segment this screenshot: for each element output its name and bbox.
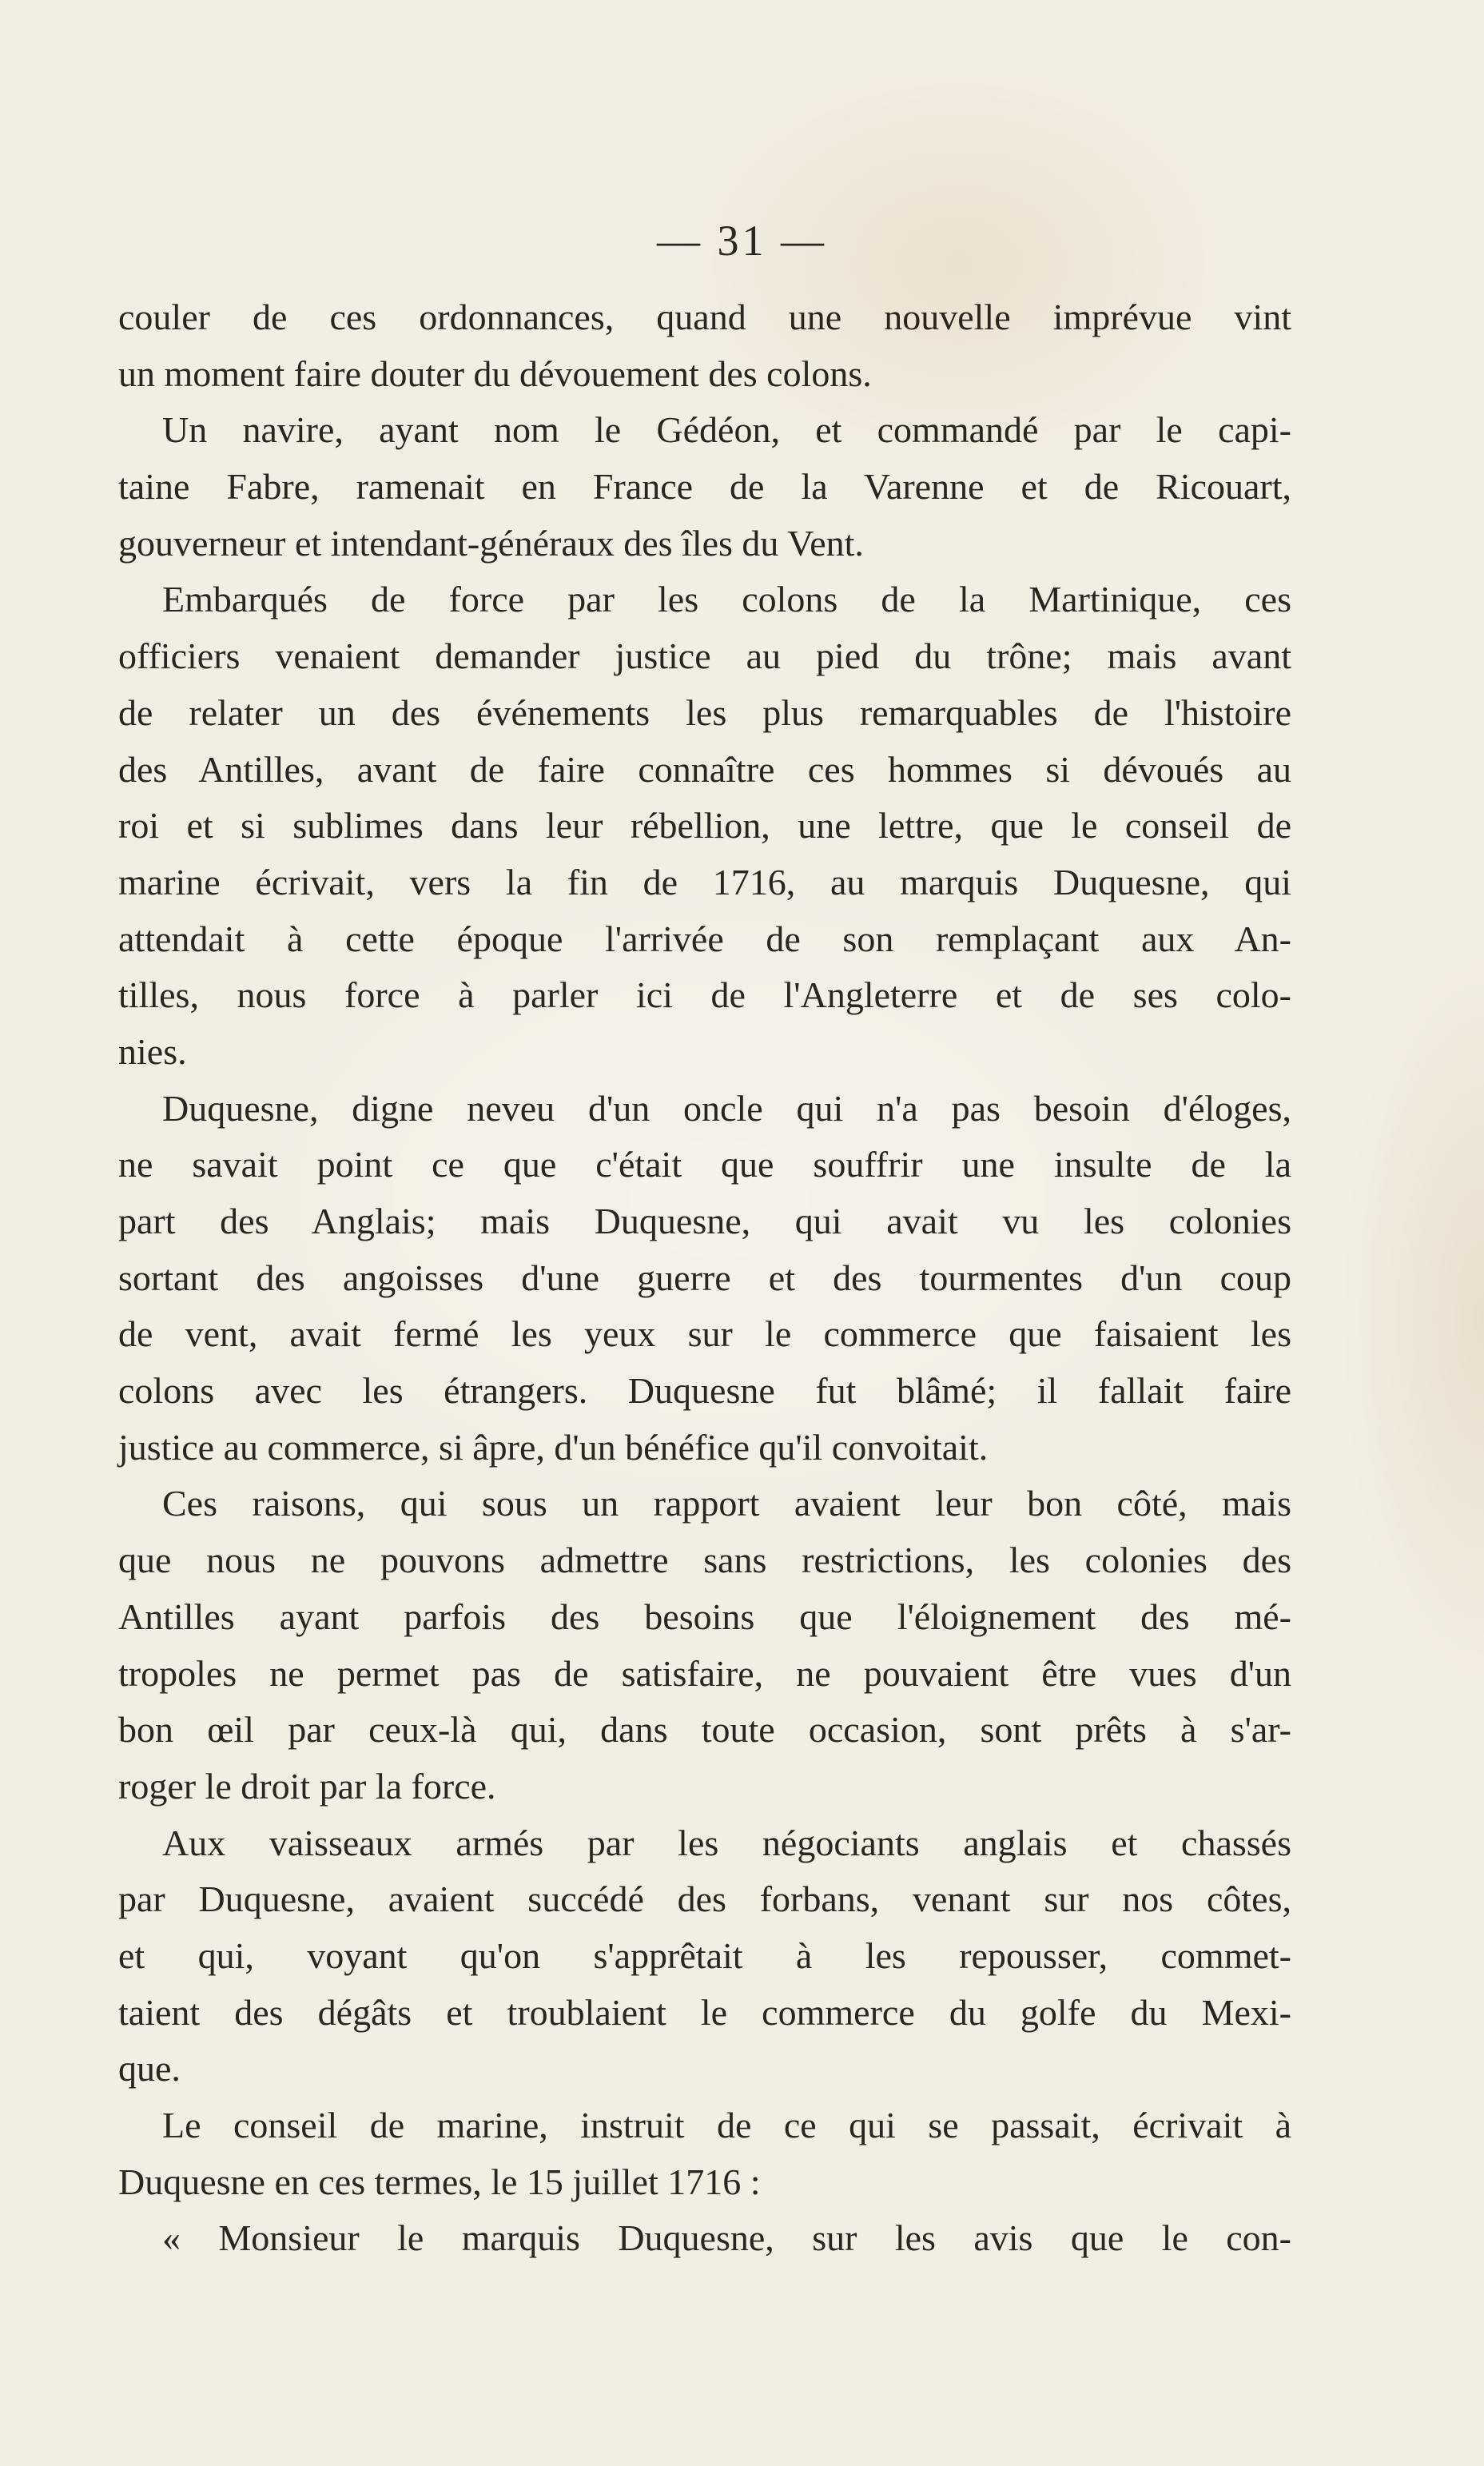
- text-line: taine Fabre, ramenait en France de la Varenne et de Ricouart,: [118, 466, 1291, 508]
- text-line: par Duquesne, avaient succédé des forbans, venant sur nos côtes,: [118, 1878, 1291, 1920]
- text-line: tilles, nous force à parler ici de l'Angleterre et de ses colo-: [118, 974, 1291, 1016]
- text-line: Aux vaisseaux armés par les négociants anglais et chassés: [162, 1822, 1291, 1863]
- text-line: Le conseil de marine, instruit de ce qui se passait, écrivait à: [162, 2105, 1291, 2145]
- text-line: ne savait point ce que c'était que souffrir une insulte de la: [118, 1144, 1291, 1185]
- text-line: « Monsieur le marquis Duquesne, sur les avis que le con-: [162, 2217, 1291, 2259]
- text-line: des Antilles, avant de faire connaître ces hommes si dévoués au: [118, 748, 1291, 790]
- text-line: de vent, avait fermé les yeux sur le commerce que faisaient les: [118, 1313, 1291, 1355]
- text-line: que nous ne pouvons admettre sans restrictions, les colonies des: [118, 1540, 1291, 1581]
- text-line: taient des dégâts et troublaient le commerce du golfe du Mexi-: [118, 1991, 1291, 2033]
- text-line: marine écrivait, vers la fin de 1716, au marquis Duquesne, qui: [118, 861, 1291, 902]
- body-text: [118, 289, 1291, 2267]
- text-line: part des Anglais; mais Duquesne, qui avait vu les colonies: [118, 1201, 1291, 1241]
- text-line: Un navire, ayant nom le Gédéon, et commandé par le capi-: [162, 409, 1291, 451]
- page-number: — 31 —: [657, 217, 827, 265]
- text-line: sortant des angoisses d'une guerre et des tourmentes d'un coup: [118, 1257, 1291, 1298]
- text-line: Duquesne en ces termes, le 15 juillet 1716 :: [118, 2161, 761, 2202]
- text-line: de relater un des événements les plus remarquables de l'histoire: [118, 691, 1291, 733]
- text-line: roger le droit par la force.: [118, 1765, 496, 1807]
- text-line: couler de ces ordonnances, quand une nouvelle imprévue vint: [118, 297, 1291, 337]
- text-line: bon œil par ceux-là qui, dans toute occasion, sont prêts à s'ar-: [118, 1709, 1291, 1751]
- text-line: Embarqués de force par les colons de la Martinique, ces: [162, 579, 1291, 620]
- text-line: et qui, voyant qu'on s'apprêtait à les repousser, commet-: [118, 1934, 1291, 1976]
- text-line: roi et si sublimes dans leur rébellion, une lettre, que le conseil de: [118, 805, 1291, 847]
- text-line: un moment faire douter du dévouement des colons.: [118, 353, 872, 394]
- text-line: que.: [118, 2048, 181, 2090]
- text-line: Antilles ayant parfois des besoins que l'éloignement des mé-: [118, 1596, 1291, 1637]
- text-line: gouverneur et intendant-généraux des îles du Vent.: [118, 522, 864, 564]
- text-line: Ces raisons, qui sous un rapport avaient leur bon côté, mais: [162, 1483, 1291, 1524]
- text-line: tropoles ne permet pas de satisfaire, ne pouvaient être vues d'un: [118, 1652, 1291, 1694]
- text-line: attendait à cette époque l'arrivée de son remplaçant aux An-: [118, 918, 1291, 959]
- text-line: nies.: [118, 1030, 187, 1072]
- text-line: officiers venaient demander justice au pied du trône; mais avant: [118, 635, 1291, 677]
- text-line: Duquesne, digne neveu d'un oncle qui n'a pas besoin d'éloges,: [162, 1087, 1291, 1129]
- text-line: colons avec les étrangers. Duquesne fut blâmé; il fallait faire: [118, 1370, 1291, 1412]
- text-line: justice au commerce, si âpre, d'un bénéfice qu'il convoitait.: [118, 1426, 989, 1468]
